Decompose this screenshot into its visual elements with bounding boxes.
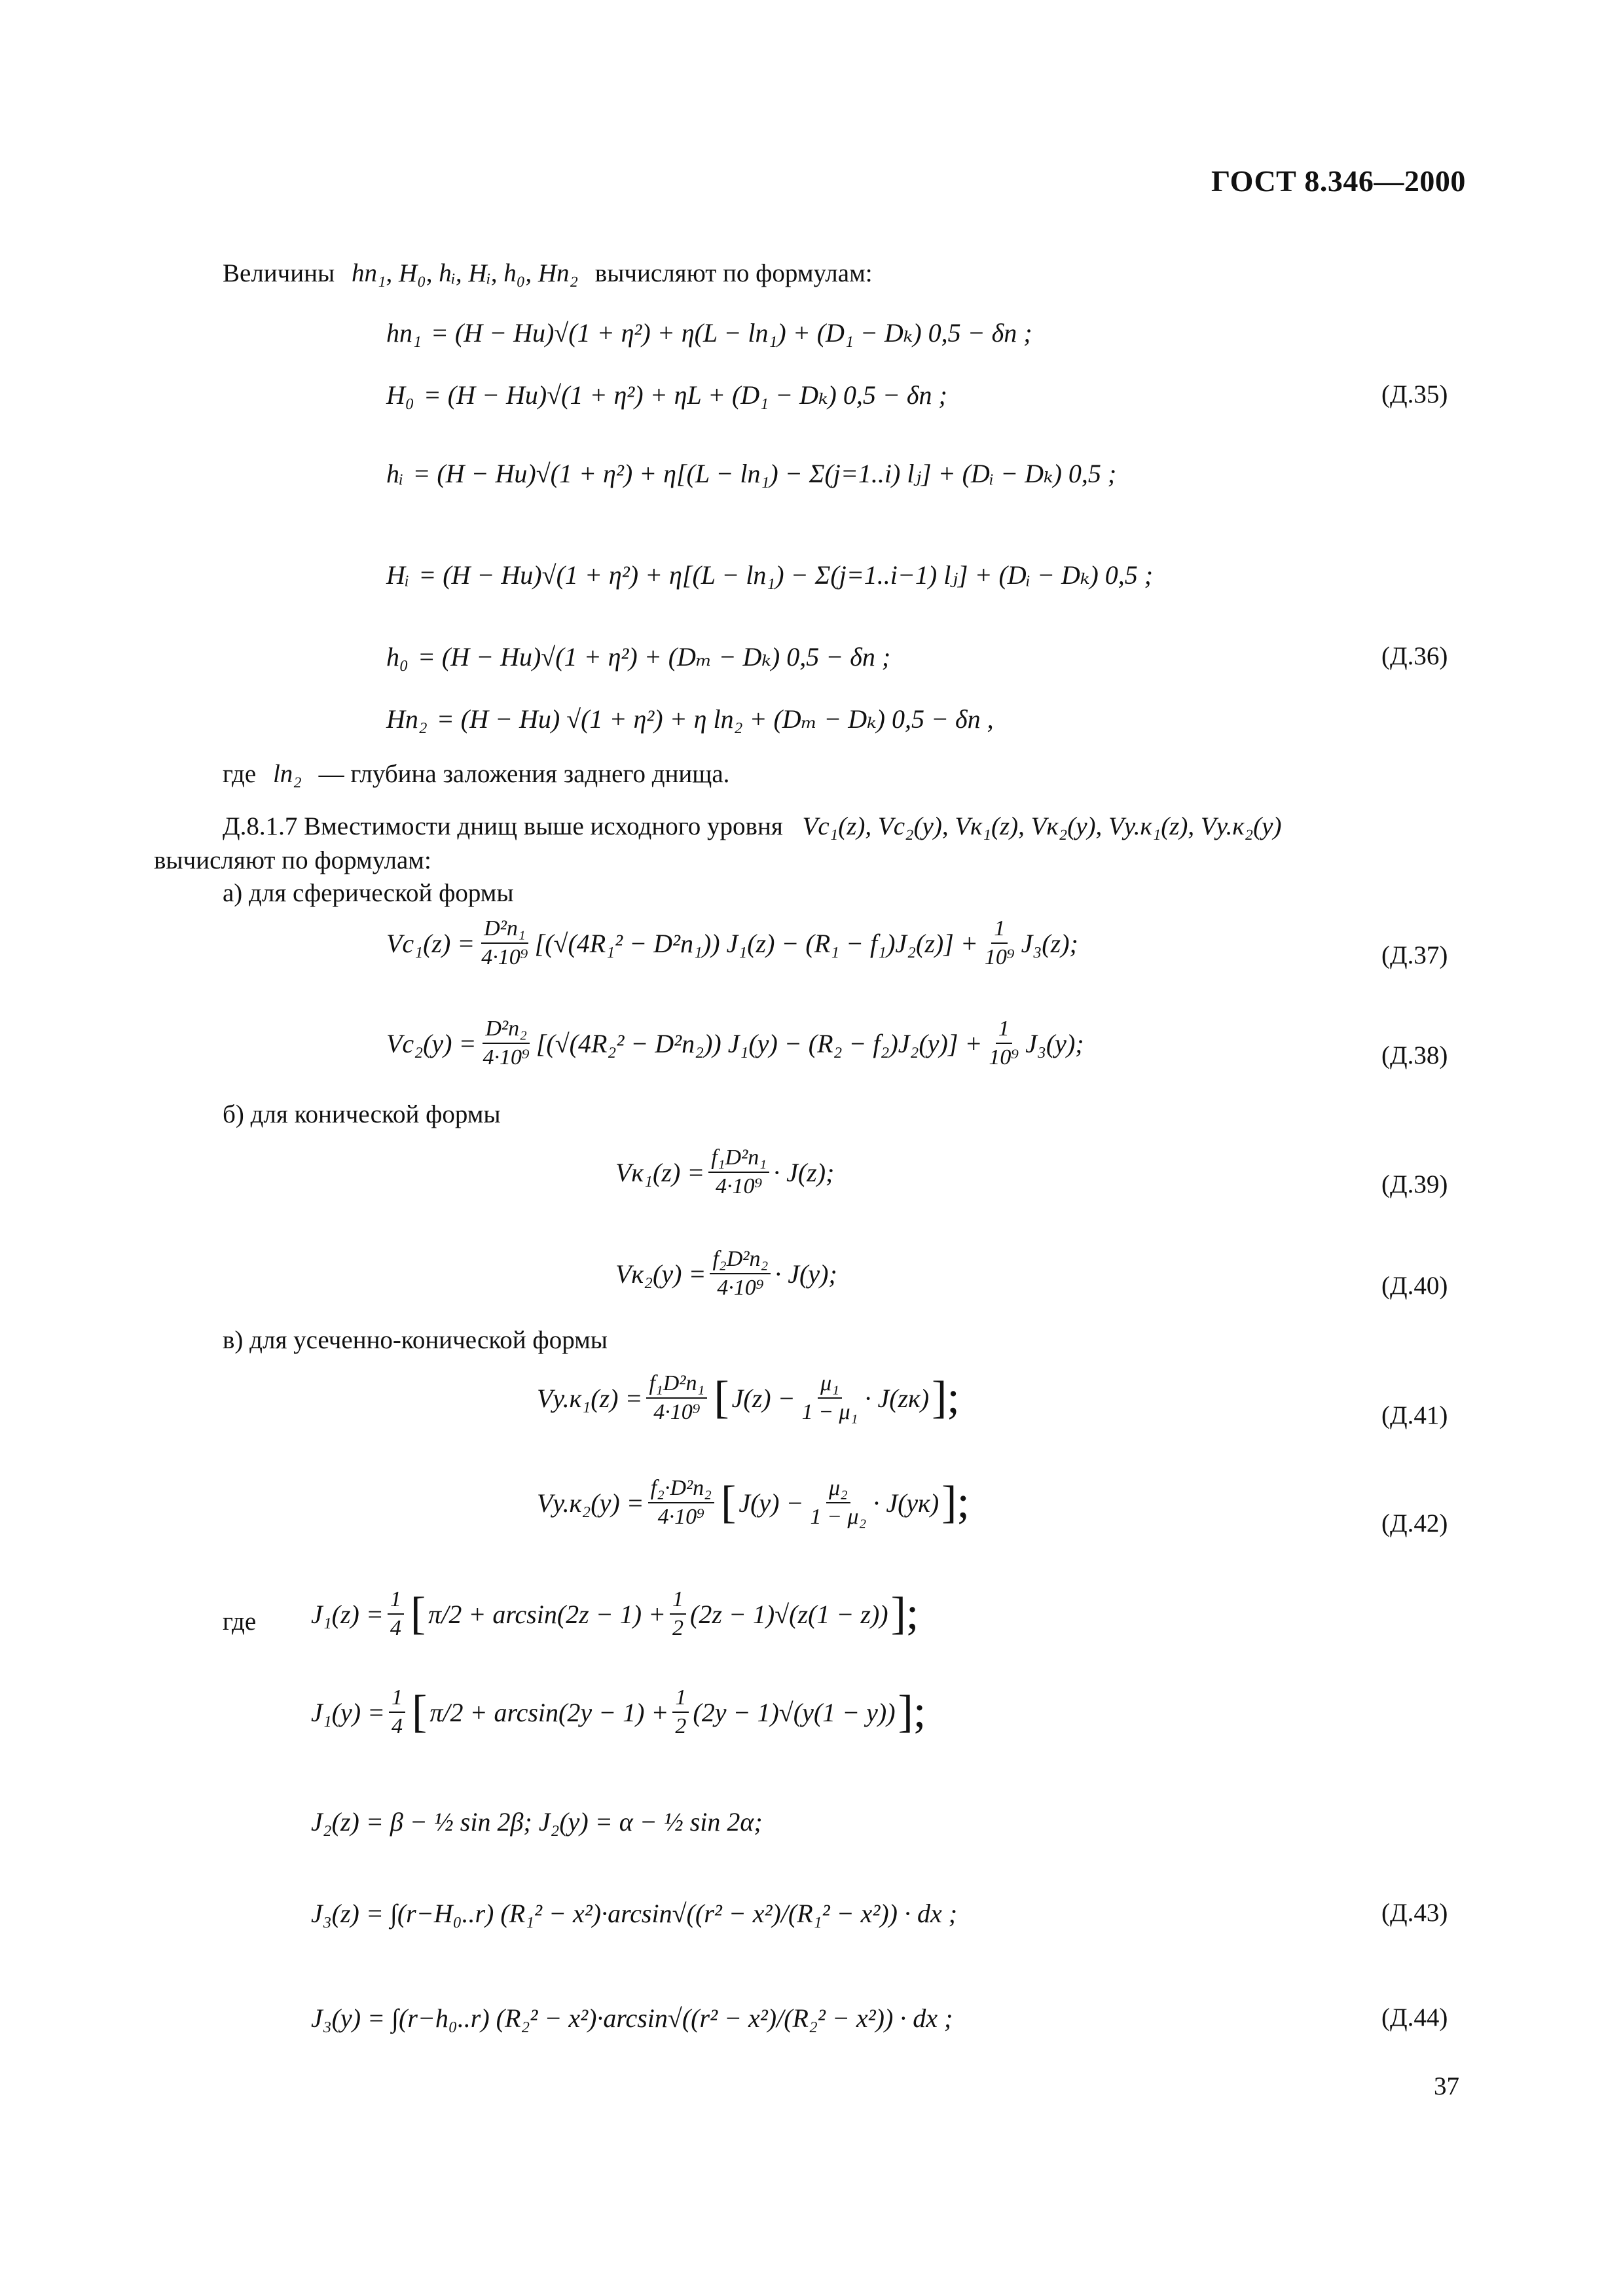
equation-lhs: hᵢ	[386, 459, 404, 488]
equation-number-d44: (Д.44)	[1381, 2003, 1448, 2032]
equation-lhs: hп₁	[386, 318, 422, 348]
equation-lhs: h₀	[386, 642, 409, 672]
paragraph-vars: Vс₁(z), Vс₂(y), Vк₁(z), Vк₂(y), Vу.к₁(z), Vу.к₂(y)	[802, 812, 1282, 840]
intro-text-1: Величины	[223, 259, 335, 287]
fraction	[670, 1587, 686, 1641]
equation-tail: J₃(z);	[1021, 928, 1078, 958]
equation-lhs: Vс₂(y) =	[386, 1028, 477, 1058]
equation-j3z: J₃(z) = ∫(r−H₀..r) (R₁² − x²)·arcsin√((r² − x²)/(R₁² − x²)) · dx ;	[311, 1899, 958, 1928]
equation-H0	[386, 380, 947, 410]
fraction-denominator: 10⁹	[989, 1045, 1019, 1069]
fraction-denominator: 2	[672, 1616, 684, 1640]
section-conical: б) для конической формы	[223, 1100, 501, 1128]
fraction	[986, 1016, 1021, 1070]
equation-rhs: = (H − Hи)√(1 + η²) + η[(L − lп₁) − Σ(j=1..i−1) lⱼ] + (Dᵢ − Dₖ) 0,5 ;	[418, 560, 1154, 590]
equation-vc1	[386, 916, 1078, 970]
fraction-numerator: μ₁	[818, 1371, 842, 1399]
equation-tail: · J(z);	[773, 1157, 835, 1187]
fraction	[672, 1685, 689, 1739]
equation-number-d39: (Д.39)	[1381, 1170, 1448, 1198]
bracket-close: ];	[890, 1588, 919, 1639]
where-desc: — глубина заложения заднего днища.	[318, 760, 730, 788]
fraction	[646, 1371, 707, 1425]
intro-vars: hп₁, H₀, hᵢ, Hᵢ, h₀, Hп₂	[351, 259, 579, 287]
equation-lhs: Hᵢ	[386, 560, 410, 590]
equation-vyk1	[537, 1371, 962, 1425]
equation-body: π/2 + arcsin(2y − 1) +	[429, 1697, 669, 1727]
equation-H-i	[386, 560, 1153, 590]
equation-h-p1	[386, 317, 1032, 348]
page-number: 37	[1434, 2072, 1459, 2100]
equation-tail: · J(y);	[775, 1259, 837, 1289]
section-spherical: а) для сферической формы	[223, 879, 514, 907]
where-label: где	[223, 760, 257, 788]
fraction-denominator: 4·10⁹	[717, 1276, 764, 1300]
fraction	[648, 1476, 714, 1530]
equation-body: π/2 + arcsin(2z − 1) +	[428, 1599, 666, 1629]
equation-lhs: Vу.к₁(z) =	[537, 1383, 643, 1413]
bracket-open: [	[721, 1477, 737, 1528]
equation-j3y: J₃(y) = ∫(r−h₀..r) (R₂² − x²)·arcsin√((r² − x²)/(R₂² − x²)) · dx ;	[311, 2003, 953, 2033]
fraction-numerator: f₁D²п₁	[646, 1371, 707, 1399]
fraction-numerator: 1	[996, 1016, 1012, 1044]
fraction-numerator: D²п₂	[483, 1016, 530, 1044]
equation-rhs: = (H − Hи)√(1 + η²) + (Dₘ − Dₖ) 0,5 − δп ;	[417, 642, 891, 672]
bracket-open: [	[410, 1588, 426, 1639]
equation-tail: · J(zк)	[864, 1383, 930, 1413]
paragraph-d817-line1	[223, 812, 1281, 842]
fraction-denominator: 4·10⁹	[657, 1505, 704, 1529]
fraction-numerator: 1	[672, 1685, 689, 1713]
fraction-numerator: 1	[670, 1587, 686, 1615]
fraction-denominator: 4·10⁹	[481, 945, 528, 969]
fraction-numerator: 1	[991, 916, 1008, 944]
where-label-2: где	[223, 1607, 257, 1636]
fraction-denominator: 4	[390, 1616, 401, 1640]
fraction	[708, 1145, 769, 1199]
bracket-open: [	[714, 1372, 729, 1423]
equation-lhs: Vк₁(z) =	[615, 1157, 705, 1187]
equation-H-p2	[386, 704, 994, 734]
fraction-denominator: 4	[392, 1714, 403, 1738]
equation-vk2	[615, 1247, 837, 1300]
fraction	[807, 1476, 869, 1530]
where-var: lп₂	[272, 760, 302, 788]
fraction	[389, 1685, 405, 1739]
equation-number-d41: (Д.41)	[1381, 1401, 1448, 1429]
bracket-close: ];	[898, 1687, 926, 1737]
bracket-close: ];	[932, 1372, 960, 1423]
equation-number-d36: (Д.36)	[1381, 642, 1448, 670]
fraction-numerator: f₁D²п₁	[708, 1145, 769, 1173]
bracket-close: ];	[941, 1477, 970, 1528]
fraction-numerator: f₂·D²п₂	[648, 1476, 714, 1503]
fraction-denominator: 4·10⁹	[653, 1400, 701, 1424]
equation-vyk2	[537, 1476, 972, 1530]
equation-tail: (2z − 1)√(z(1 − z))	[690, 1599, 888, 1629]
fraction-numerator: μ₂	[826, 1476, 850, 1503]
equation-lhs: H₀	[386, 380, 414, 410]
fraction	[710, 1247, 771, 1300]
equation-number-d37: (Д.37)	[1381, 941, 1448, 969]
equation-vk1	[615, 1145, 834, 1199]
fraction	[480, 1016, 532, 1070]
equation-tail: · J(yк)	[873, 1488, 939, 1518]
fraction-numerator: 1	[389, 1685, 405, 1713]
fraction-denominator: 1 − μ₁	[801, 1400, 858, 1424]
equation-vc2	[386, 1016, 1084, 1070]
fraction-denominator: 10⁹	[984, 945, 1015, 969]
intro-line	[223, 259, 873, 289]
equation-j1z	[311, 1587, 921, 1641]
fraction	[799, 1371, 861, 1425]
equation-lhs: Vс₁(z) =	[386, 928, 475, 958]
equation-h-i	[386, 458, 1116, 489]
equation-lhs: Vк₂(y) =	[615, 1259, 706, 1289]
equation-number-d42: (Д.42)	[1381, 1509, 1448, 1537]
equation-j2: J₂(z) = β − ½ sin 2β; J₂(y) = α − ½ sin 2α;	[311, 1807, 763, 1837]
fraction-denominator: 4·10⁹	[483, 1045, 530, 1069]
equation-number-d40: (Д.40)	[1381, 1272, 1448, 1300]
equation-tail: (2y − 1)√(y(1 − y))	[693, 1697, 896, 1727]
bracket-open: [	[412, 1687, 428, 1737]
fraction-denominator: 4·10⁹	[716, 1174, 763, 1198]
equation-rhs: = (H − Hи)√(1 + η²) + η(L − lп₁) + (D₁ − Dₖ) 0,5 − δп ;	[430, 318, 1032, 348]
equation-number-d35: (Д.35)	[1381, 380, 1448, 408]
where-depth-line	[223, 759, 729, 790]
equation-body: J(y) −	[739, 1488, 804, 1518]
equation-body: [(√(4R₂² − D²п₂)) J₁(y) − (R₂ − f₂)J₂(y)] +	[536, 1028, 983, 1058]
equation-tail: J₃(y);	[1025, 1028, 1084, 1058]
equation-j1y	[311, 1685, 928, 1739]
equation-body: J(z) −	[731, 1383, 795, 1413]
fraction	[982, 916, 1017, 970]
fraction	[388, 1587, 404, 1641]
fraction-numerator: f₂D²п₂	[710, 1247, 771, 1274]
equation-number-d43: (Д.43)	[1381, 1899, 1448, 1927]
equation-lhs: Vу.к₂(y) =	[537, 1488, 644, 1518]
equation-lhs: J₁(y) =	[311, 1697, 386, 1727]
equation-number-d38: (Д.38)	[1381, 1041, 1448, 1069]
equation-lhs: Hп₂	[386, 704, 428, 734]
equation-rhs: = (H − Hи) √(1 + η²) + η lп₂ + (Dₘ − Dₖ) 0,5 − δп ,	[436, 704, 994, 734]
equation-rhs: = (H − Hи)√(1 + η²) + η[(L − lп₁) − Σ(j=1..i) lⱼ] + (Dᵢ − Dₖ) 0,5 ;	[412, 459, 1117, 488]
fraction-denominator: 1 − μ₂	[810, 1505, 867, 1529]
equation-h0	[386, 641, 890, 672]
paragraph-text: Д.8.1.7 Вместимости днищ выше исходного уровня	[223, 812, 783, 840]
document-header: ГОСТ 8.346—2000	[1211, 164, 1466, 198]
equation-body: [(√(4R₁² − D²п₁)) J₁(z) − (R₁ − f₁)J₂(z)] +	[534, 928, 978, 958]
section-truncated-conical: в) для усеченно-конической формы	[223, 1326, 608, 1354]
equation-rhs: = (H − Hи)√(1 + η²) + ηL + (D₁ − Dₖ) 0,5 − δп ;	[423, 380, 947, 410]
paragraph-d817-line2: вычисляют по формулам:	[154, 846, 431, 874]
fraction-numerator: 1	[388, 1587, 404, 1615]
fraction	[479, 916, 530, 970]
fraction-denominator: 2	[675, 1714, 687, 1738]
equation-lhs: J₁(z) =	[311, 1599, 384, 1629]
fraction-numerator: D²п₁	[481, 916, 528, 944]
intro-text-2: вычисляют по формулам:	[594, 259, 873, 287]
